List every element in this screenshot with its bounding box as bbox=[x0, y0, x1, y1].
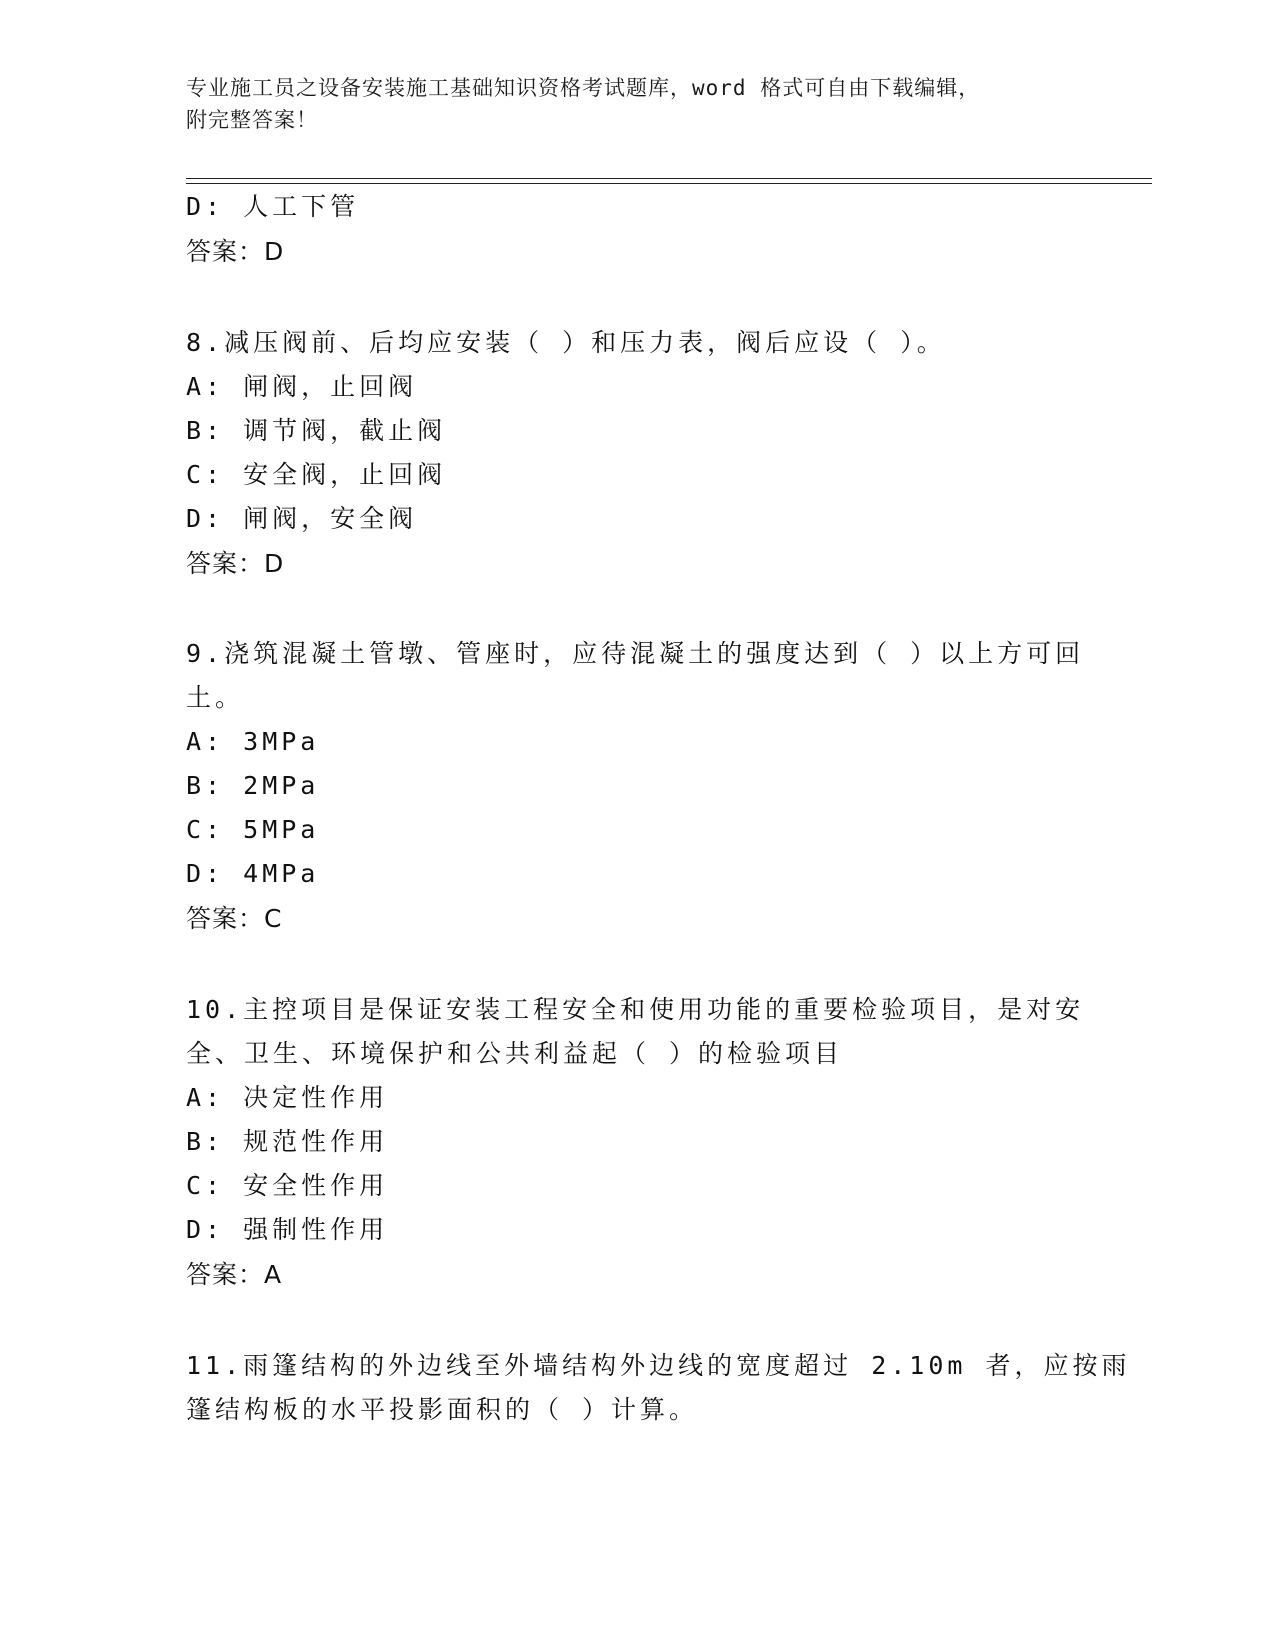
q9-option-c: C: 5MPa bbox=[186, 815, 320, 844]
q8-option-a: A: 闸阀，止回阀 bbox=[186, 372, 418, 401]
q10-option-a: A: 决定性作用 bbox=[186, 1083, 389, 1112]
q8-option-d: D: 闸阀，安全阀 bbox=[186, 504, 418, 533]
q8-stem: 8.减压阀前、后均应安装（ ）和压力表，阀后应设（ ）。 bbox=[186, 328, 946, 357]
q8-answer: 答案：D bbox=[186, 549, 285, 578]
q11-stem-line-2: 篷结构板的水平投影面积的（ ）计算。 bbox=[186, 1395, 699, 1424]
q10-option-b: B: 规范性作用 bbox=[186, 1127, 389, 1156]
q10-stem-line-2: 全、卫生、环境保护和公共利益起（ ）的检验项目 bbox=[186, 1039, 844, 1068]
document-header bbox=[186, 72, 1066, 136]
q10-option-d: D: 强制性作用 bbox=[186, 1215, 389, 1244]
prev-option-d: D: 人工下管 bbox=[186, 192, 360, 221]
q9-option-b: B: 2MPa bbox=[186, 771, 320, 800]
prev-answer: 答案：D bbox=[186, 237, 285, 266]
q9-stem-line-1: 9.浇筑混凝土管墩、管座时，应待混凝土的强度达到（ ）以上方可回 bbox=[186, 639, 1085, 668]
q10-answer: 答案：A bbox=[186, 1260, 283, 1289]
q8-option-c: C: 安全阀，止回阀 bbox=[186, 460, 447, 489]
q8-option-b: B: 调节阀，截止阀 bbox=[186, 416, 447, 445]
header-divider-bottom bbox=[186, 183, 1152, 184]
q9-option-a: A: 3MPa bbox=[186, 727, 320, 756]
q11-stem-line-1: 11.雨篷结构的外边线至外墙结构外边线的宽度超过 2.10m 者，应按雨 bbox=[186, 1351, 1131, 1380]
q9-option-d: D: 4MPa bbox=[186, 859, 320, 888]
header-line-2: 附完整答案！ bbox=[186, 108, 318, 132]
q10-stem-line-1: 10.主控项目是保证安装工程安全和使用功能的重要检验项目，是对安 bbox=[186, 995, 1085, 1024]
q9-stem-line-2: 土。 bbox=[186, 683, 245, 712]
header-line-1: 专业施工员之设备安装施工基础知识资格考试题库，word 格式可自由下载编辑， bbox=[186, 76, 981, 100]
q9-answer: 答案：C bbox=[186, 904, 283, 933]
header-divider-top bbox=[186, 178, 1152, 179]
q10-option-c: C: 安全性作用 bbox=[186, 1171, 389, 1200]
